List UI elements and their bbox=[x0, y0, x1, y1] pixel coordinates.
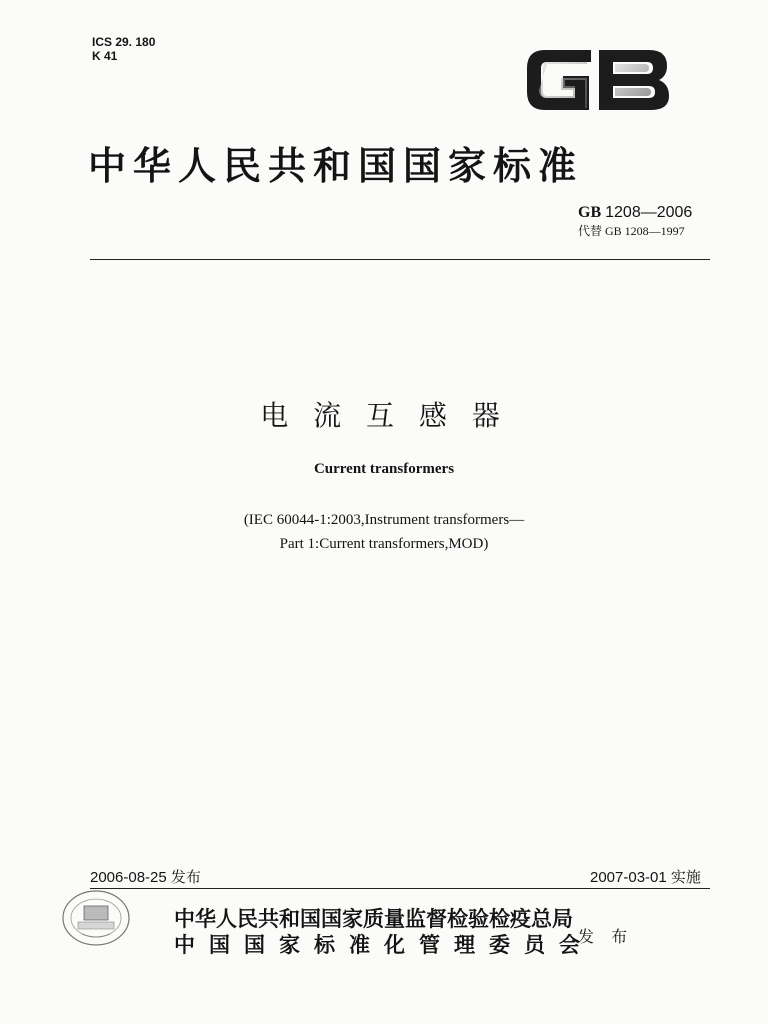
implementation-date: 2007-03-01 实施 bbox=[590, 869, 701, 886]
issue-date: 2006-08-25 发布 bbox=[90, 869, 201, 886]
header-divider bbox=[90, 259, 710, 260]
document-title-chinese: 电 流 互 感 器 bbox=[260, 399, 508, 432]
document-title-english: Current transformers bbox=[313, 461, 455, 477]
iec-reference-line-2: Part 1:Current transformers,MOD) bbox=[279, 536, 489, 552]
iec-reference-line-1: (IEC 60044-1:2003,Instrument transformers— bbox=[243, 512, 525, 528]
ics-code: ICS 29. 180 bbox=[92, 35, 156, 49]
standard-number bbox=[578, 204, 692, 222]
issuer-sac: 中国国家标准化管理委员会 bbox=[174, 932, 594, 957]
iec-reference bbox=[0, 508, 768, 556]
standard-number-value: 1208—2006 bbox=[605, 204, 693, 221]
gb-logo bbox=[523, 42, 673, 123]
national-standard-title: 中华人民共和国国家标准 bbox=[88, 143, 584, 188]
issuing-authorities bbox=[174, 906, 594, 958]
classification-codes bbox=[92, 35, 155, 63]
seal-graphic bbox=[60, 888, 132, 948]
anti-counterfeit-seal bbox=[60, 888, 132, 953]
issuer-aqsiq: 中华人民共和国国家质量监督检验检疫总局 bbox=[174, 906, 573, 931]
ccs-code: K 41 bbox=[92, 49, 118, 63]
replaces-standard: 代替 GB 1208—1997 bbox=[578, 224, 685, 238]
standard-prefix: GB bbox=[578, 204, 602, 221]
publish-label: 发 布 bbox=[578, 927, 634, 946]
footer-divider bbox=[90, 888, 710, 889]
gb-logo-graphic bbox=[523, 42, 673, 118]
